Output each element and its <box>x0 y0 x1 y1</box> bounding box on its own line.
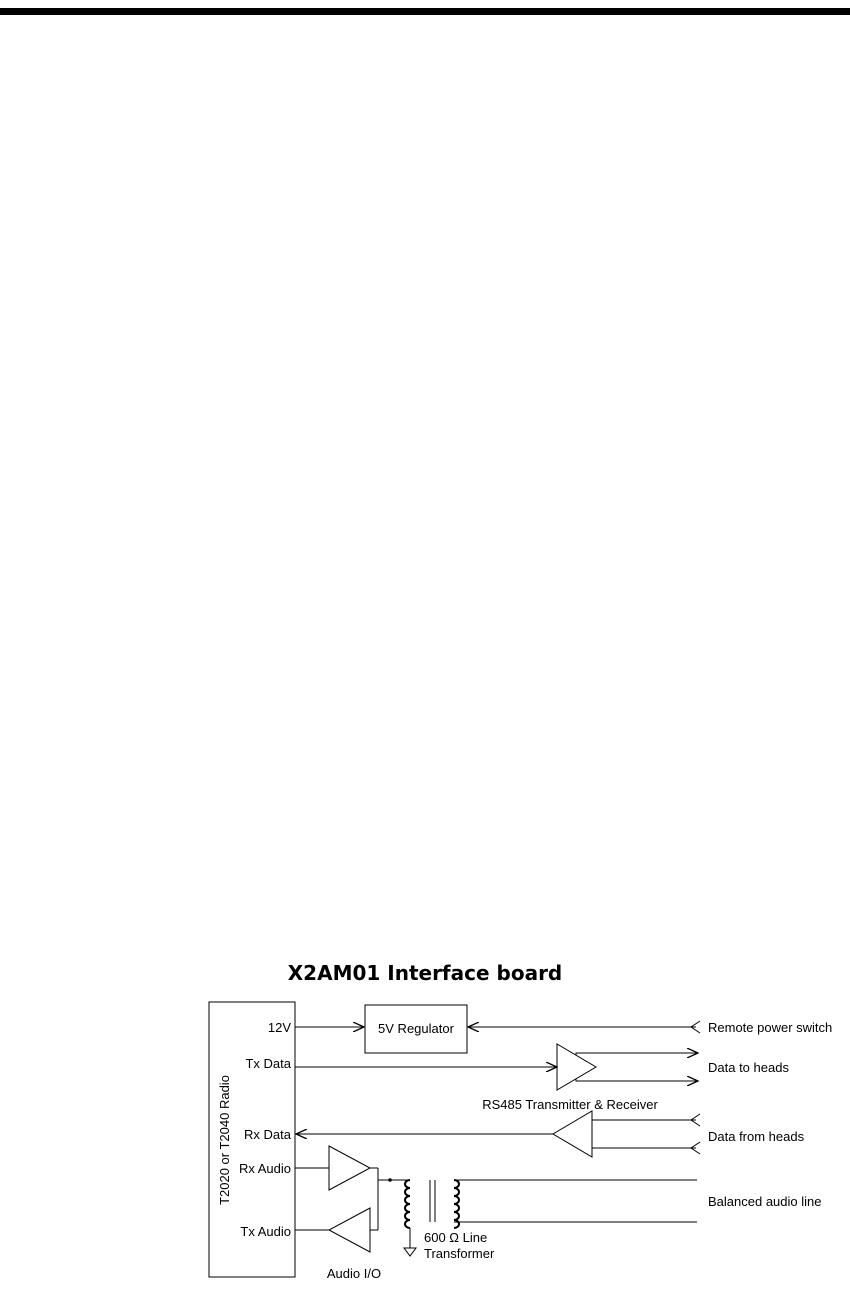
regulator-label: 5V Regulator <box>378 1021 454 1036</box>
data-to-heads-label: Data to heads <box>708 1060 789 1075</box>
wire-data-to-heads <box>576 1053 698 1055</box>
wire-data-to-heads-2 <box>576 1079 698 1081</box>
port-rx-audio: Rx Audio <box>238 1161 291 1176</box>
radio-label: T2020 or T2040 Radio <box>217 1075 232 1205</box>
audio-io-label: Audio I/O <box>326 1266 382 1281</box>
ground-symbol <box>404 1248 416 1256</box>
port-tx-audio: Tx Audio <box>240 1224 291 1239</box>
transformer-label-line1: 600 Ω Line <box>424 1230 488 1245</box>
transformer-label-line2: Transformer <box>424 1246 495 1261</box>
rs485-transmitter-triangle <box>557 1044 596 1090</box>
balanced-audio-label: Balanced audio line <box>708 1194 822 1209</box>
port-rx-data: Rx Data <box>244 1127 291 1142</box>
remote-power-label: Remote power switch <box>708 1020 833 1035</box>
port-12v: 12V <box>267 1020 291 1035</box>
rs485-receiver-triangle <box>553 1111 592 1157</box>
line-transformer <box>405 1180 459 1228</box>
port-tx-data: Tx Data <box>245 1056 291 1071</box>
diagram-title: X2AM01 Interface board <box>287 961 563 985</box>
rs485-label: RS485 Transmitter & Receiver <box>482 1097 658 1112</box>
rx-audio-amplifier <box>329 1146 370 1190</box>
tx-audio-amplifier <box>329 1208 370 1252</box>
data-from-heads-label: Data from heads <box>708 1129 805 1144</box>
